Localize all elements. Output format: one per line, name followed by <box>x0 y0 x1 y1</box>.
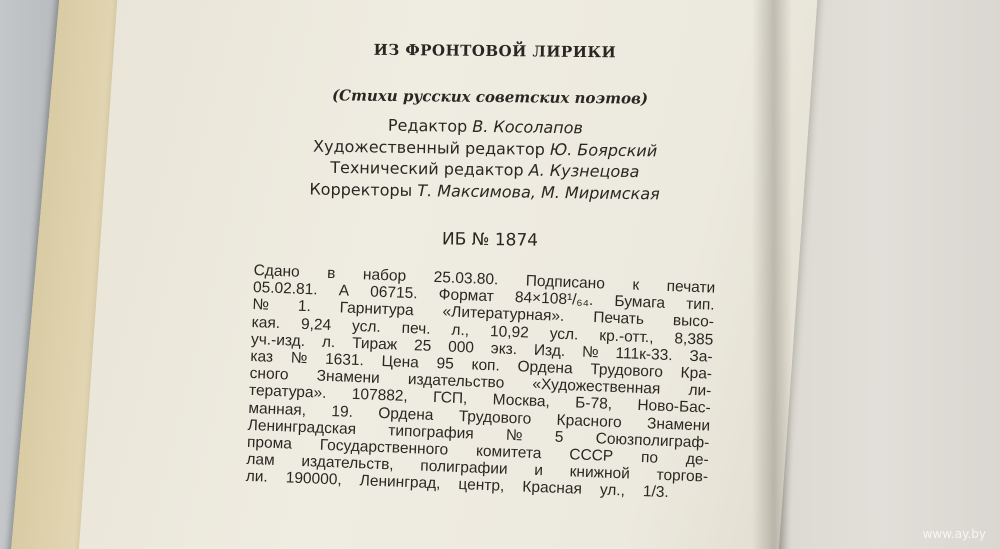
imprint-word: уч.-изд. <box>250 330 306 350</box>
imprint-word: ли- <box>688 381 712 400</box>
imprint-word: Тираж <box>351 334 398 354</box>
imprint-word: Бумага <box>614 293 666 313</box>
imprint-word: ул., <box>599 481 626 500</box>
imprint-word: прома <box>246 433 293 453</box>
credit-role: Художественный редактор <box>312 136 545 159</box>
credit-role: Технический редактор <box>330 157 524 180</box>
imprint-word: Ордена <box>517 358 573 378</box>
imprint-word: и <box>533 462 544 480</box>
imprint-word: Кра- <box>680 364 713 383</box>
imprint-word: 25 <box>413 337 432 355</box>
imprint-word: типография <box>387 422 475 443</box>
imprint-word: каз <box>250 347 274 366</box>
imprint-word: Трудового <box>458 407 532 428</box>
imprint-word: Ордена <box>377 404 434 424</box>
imprint-word: Знамени <box>316 367 381 388</box>
imprint-word: ГСП, <box>432 389 468 408</box>
imprint-word: ли. <box>245 468 269 487</box>
imprint-word: Формат <box>438 286 495 306</box>
credit-name: А. Кузнецова <box>528 160 640 182</box>
imprint-word: 19. <box>331 402 354 421</box>
imprint-word: «Художественная <box>532 376 661 398</box>
imprint-word: Подписано <box>525 272 606 293</box>
imprint-word: Трудового <box>590 361 664 381</box>
imprint-word: высо- <box>672 312 715 332</box>
imprint-word: кая. <box>251 313 281 332</box>
imprint-word: 1/3. <box>642 483 670 502</box>
imprint-word: 95 <box>436 355 455 373</box>
imprint-word: коп. <box>471 356 501 375</box>
imprint-word: «Литературная». <box>442 303 565 326</box>
imprint-word: Печать <box>592 309 645 329</box>
imprint-word: Б-78, <box>574 394 613 414</box>
imprint-word: Красная <box>522 478 583 499</box>
imprint-word: полиграфии <box>420 457 508 479</box>
imprint-block <box>245 262 715 503</box>
imprint-word: центр, <box>458 476 505 496</box>
imprint-word: печ. <box>401 319 431 338</box>
imprint-word: 190000, <box>285 469 343 489</box>
imprint-word: 10,92 <box>489 322 530 342</box>
credit-name: Т. Максимова, М. Миримская <box>417 180 660 203</box>
imprint-word: в <box>326 264 336 283</box>
imprint-word: Красного <box>556 411 623 431</box>
imprint-word: № <box>290 349 308 368</box>
imprint-word: книжной <box>569 463 631 483</box>
imprint-word: Союзполиграф- <box>595 430 710 452</box>
imprint-word: усл. <box>351 317 382 336</box>
imprint-word: 84×108¹/₆₄. <box>514 289 594 310</box>
imprint-word: СССР <box>568 446 614 465</box>
imprint-word: 111к-33. <box>615 344 673 364</box>
imprint-word: 000 <box>447 338 475 357</box>
imprint-word: 25.03.80. <box>433 268 499 289</box>
imprint-word: сного <box>249 365 289 384</box>
imprint-word: л. <box>321 333 336 351</box>
imprint-word: 1. <box>297 298 312 316</box>
imprint-word: № <box>505 426 523 445</box>
imprint-word: манная, <box>248 399 307 419</box>
imprint-word: набор <box>362 266 407 285</box>
imprint-word: комитета <box>475 442 542 463</box>
imprint-word: торгов- <box>656 466 709 486</box>
imprint-word: 1631. <box>324 350 365 370</box>
ib-number: ИБ № 1874 <box>441 229 539 251</box>
imprint-word: 05.02.81. <box>252 279 318 299</box>
imprint-word: Ново-Бас- <box>637 397 712 418</box>
imprint-word: усл. <box>549 325 579 344</box>
imprint-word: к <box>632 276 640 294</box>
imprint-word: издательств, <box>301 453 394 474</box>
credit-role: Редактор <box>387 115 468 136</box>
imprint-word: Гарнитура <box>339 299 415 320</box>
imprint-word: де- <box>685 450 710 469</box>
imprint-word: Знамени <box>646 414 711 435</box>
imprint-word: 107882, <box>351 386 409 406</box>
imprint-word: лам <box>246 451 276 470</box>
book-subtitle: (Стихи русских советских поэтов) <box>331 86 649 108</box>
imprint-word: 5 <box>554 428 564 446</box>
imprint-word: тип. <box>685 295 715 314</box>
imprint-word: 8,385 <box>674 329 714 349</box>
imprint-word: Ленинградская <box>247 416 357 438</box>
imprint-word: Государственного <box>319 436 449 459</box>
imprint-word: л., <box>451 321 470 339</box>
imprint-word: № <box>581 343 600 362</box>
imprint-word: печати <box>666 277 716 297</box>
imprint-word: Ленинград, <box>359 472 441 493</box>
imprint-word: экз. <box>490 339 518 358</box>
imprint-word: тература». <box>248 382 327 403</box>
credit-role: Корректоры <box>309 179 413 200</box>
imprint-word: 06715. <box>369 283 418 303</box>
credits-block <box>269 113 700 205</box>
credit-name: В. Косолапов <box>472 116 584 138</box>
imprint-word: № <box>252 296 270 315</box>
imprint-word: Изд. <box>533 341 566 360</box>
imprint-word: кр.-отт., <box>599 326 654 346</box>
imprint-word: Москва, <box>492 391 551 411</box>
imprint-word: За- <box>689 347 713 366</box>
imprint-word: Сдано <box>253 262 301 281</box>
imprint-word: Цена <box>381 352 420 372</box>
imprint-word: 9,24 <box>300 315 332 334</box>
imprint-word: А <box>338 282 350 300</box>
imprint-word: по <box>640 449 659 467</box>
book-title: ИЗ ФРОНТОВОЙ ЛИРИКИ <box>373 40 617 62</box>
credit-name: Ю. Боярский <box>549 139 658 160</box>
watermark: www.ay.by <box>922 527 986 541</box>
imprint-word: издательство <box>407 371 505 392</box>
